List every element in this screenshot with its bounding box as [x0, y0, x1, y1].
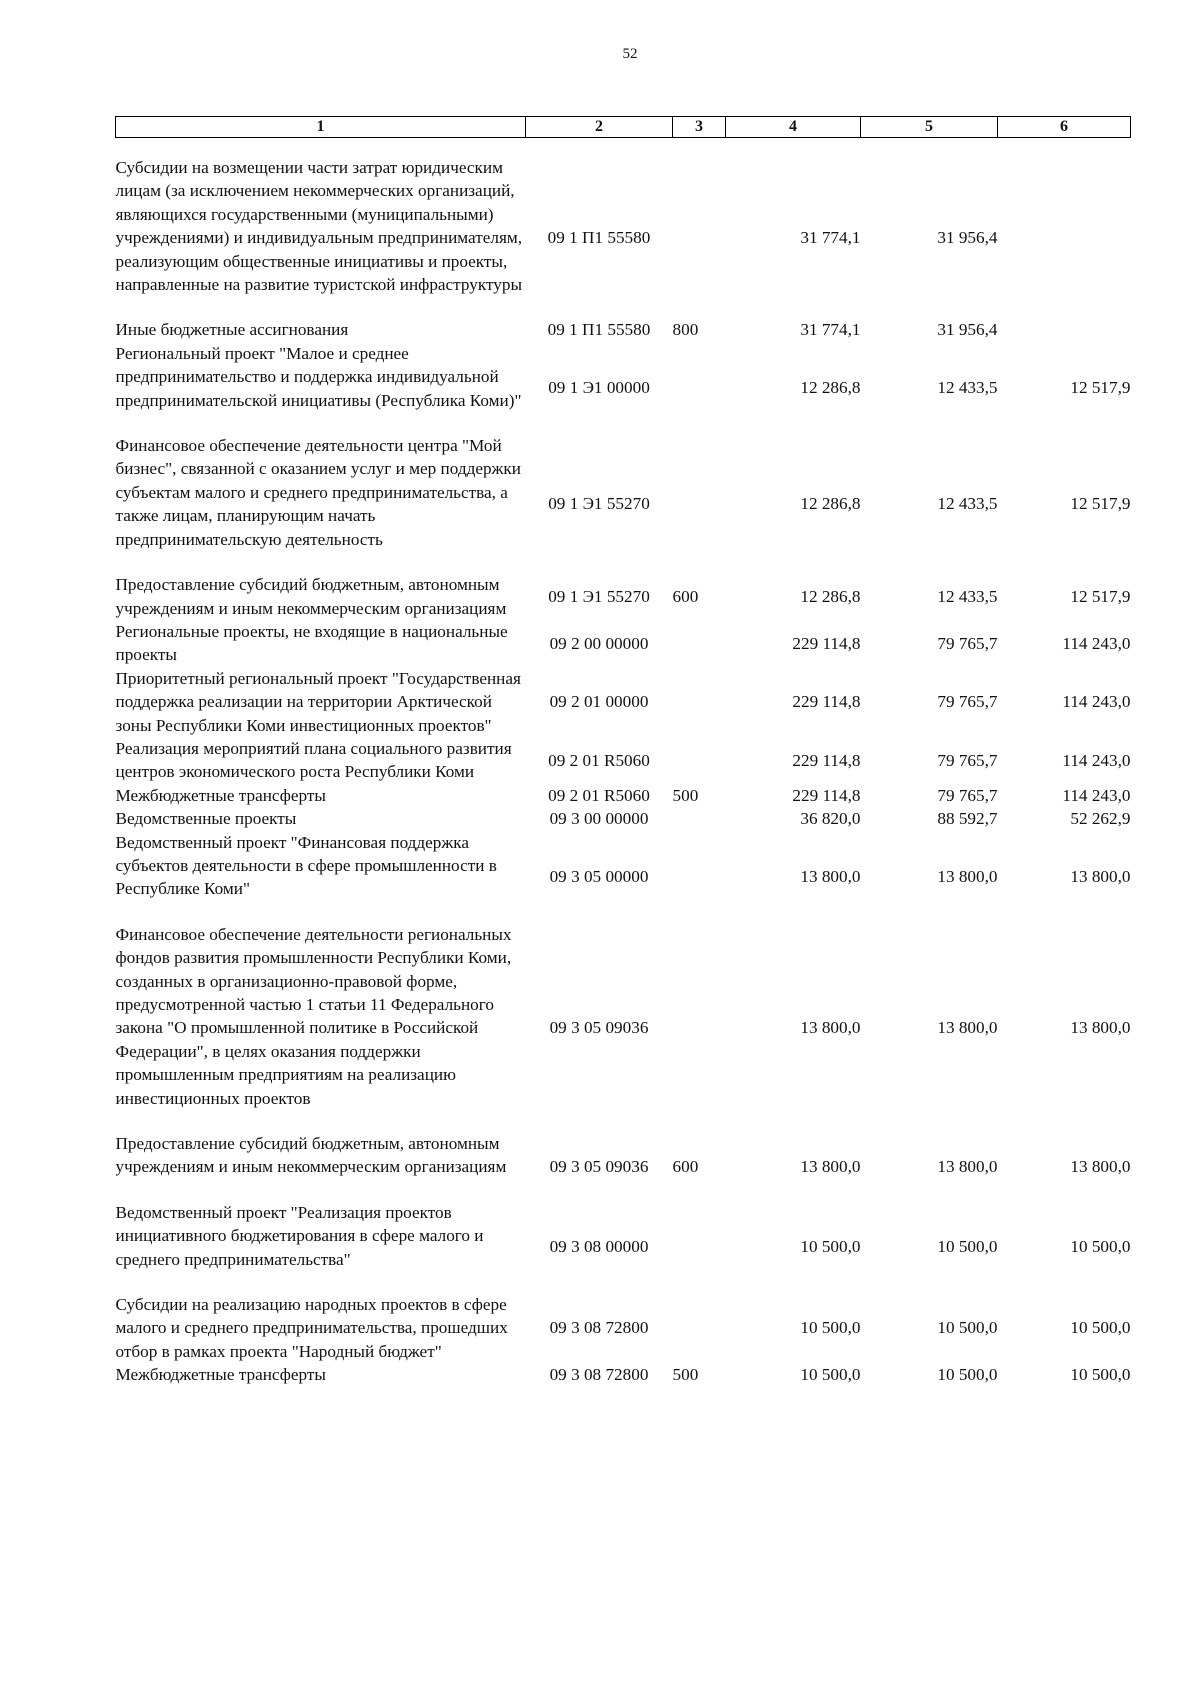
row-value-col5: 10 500,0: [937, 1237, 998, 1257]
row-expense-type: [673, 342, 726, 434]
table-row: [116, 667, 1131, 737]
row-expense-type: [673, 138, 726, 319]
row-value-col5: 31 956,4: [937, 227, 998, 247]
table-header: [116, 117, 1131, 138]
row-value-col5: 79 765,7: [937, 785, 998, 805]
row-name: Региональные проекты, не входящие в национальные проекты: [115, 621, 508, 665]
row-name: Предоставление субсидий бюджетным, автономным учреждениям и иным некоммерческим организациям: [115, 1134, 507, 1177]
row-name: Межбюджетные трансферты: [115, 1365, 326, 1385]
budget-table: [115, 116, 1131, 1387]
table-row: [116, 923, 1131, 1132]
row-value-col4: 229 114,8: [792, 785, 861, 805]
row-name: Предоставление субсидий бюджетным, автономным учреждениям и иным некоммерческим организациям: [115, 575, 507, 618]
row-expense-type: 500: [672, 785, 699, 805]
row-value-col5: 13 800,0: [937, 1156, 998, 1176]
row-code: 09 1 Э1 00000: [548, 378, 650, 398]
row-value-col6: 114 243,0: [1062, 633, 1131, 653]
table-row: [116, 434, 1131, 573]
row-value-col5: 13 800,0: [937, 866, 998, 886]
row-value-col6: 114 243,0: [1062, 692, 1131, 712]
row-code: 09 2 01 00000: [549, 692, 649, 712]
row-value-col5: 79 765,7: [937, 633, 998, 653]
row-value-col4: 12 286,8: [800, 378, 861, 398]
row-value-col6: 10 500,0: [1070, 1237, 1131, 1257]
row-value-col5: 12 433,5: [937, 586, 998, 606]
table-row: [116, 1363, 1131, 1386]
row-value-col5: 31 956,4: [937, 320, 998, 340]
table-row: [116, 1132, 1131, 1201]
row-expense-type: 500: [672, 1365, 699, 1385]
row-value-col6: 12 517,9: [1070, 378, 1131, 398]
row-value-col5: 10 500,0: [937, 1365, 998, 1385]
table-row: [116, 737, 1131, 784]
row-value-col5: 13 800,0: [937, 1017, 998, 1037]
row-code: 09 3 08 72800: [549, 1365, 649, 1385]
row-code: 09 3 05 09036: [549, 1156, 649, 1176]
row-name: Субсидии на возмещении части затрат юридическим лицам (за исключением некоммерческих организаций, являющихся государственными (муниципальными) учреждениями) и индивидуальным предпринимателям, реализующим общественные инициативы и проекты, направленные на развитие туристской инфраструктуры: [115, 158, 523, 295]
row-value-col4: 13 800,0: [800, 1156, 861, 1176]
row-name: Приоритетный региональный проект "Государственная поддержка реализации на территории Арктической зоны Республики Коми инвестиционных проектов": [115, 668, 521, 735]
row-value-col5: 79 765,7: [937, 692, 998, 712]
table-row: [116, 318, 1131, 341]
row-name: Межбюджетные трансферты: [115, 785, 326, 805]
row-code: 09 3 05 09036: [549, 1017, 649, 1037]
row-expense-type: [673, 667, 726, 737]
row-expense-type: 600: [672, 1156, 699, 1176]
row-value-col4: 229 114,8: [792, 692, 861, 712]
column-header-3: 3: [673, 117, 726, 138]
row-code: 09 1 Э1 55270: [548, 493, 650, 513]
row-code: 09 3 05 00000: [549, 866, 649, 886]
table-row: [116, 573, 1131, 620]
row-value-col5: 88 592,7: [937, 809, 998, 829]
row-expense-type: [673, 434, 726, 573]
row-code: 09 3 00 00000: [549, 809, 649, 829]
row-name: Региональный проект "Малое и среднее предпринимательство и поддержка индивидуальной предпринимательской инициативы (Республика Коми)": [115, 343, 522, 410]
table-row: [116, 1293, 1131, 1363]
row-value-col5: 12 433,5: [937, 378, 998, 398]
row-expense-type: [673, 807, 726, 830]
row-value-col6: 12 517,9: [1070, 493, 1131, 513]
column-header-4: 4: [726, 117, 861, 138]
row-value-col6: 12 517,9: [1070, 586, 1131, 606]
table-row: [116, 342, 1131, 434]
row-value-col4: 229 114,8: [792, 750, 861, 770]
row-value-col4: 10 500,0: [800, 1365, 861, 1385]
row-code: 09 3 08 72800: [549, 1318, 649, 1338]
row-expense-type: 800: [672, 320, 699, 340]
table-row: [116, 831, 1131, 923]
row-name: Реализация мероприятий плана социального развития центров экономического роста Республики Коми: [115, 738, 512, 782]
page-number: 52: [622, 46, 638, 62]
row-name: Ведомственный проект "Реализация проектов инициативного бюджетирования в сфере малого и среднего предпринимательства": [115, 1202, 484, 1269]
row-expense-type: [673, 620, 726, 667]
row-name: Субсидии на реализацию народных проектов в сфере малого и среднего предпринимательства, прошедших отбор в рамках проекта "Народный бюджет": [115, 1295, 508, 1361]
row-name: Ведомственный проект "Финансовая поддержка субъектов деятельности в сфере промышленности в Республике Коми": [115, 832, 497, 899]
column-header-5: 5: [861, 117, 998, 138]
row-code: 09 2 00 00000: [549, 633, 649, 653]
row-value-col6: 13 800,0: [1070, 1156, 1131, 1176]
row-value-col4: 12 286,8: [800, 493, 861, 513]
row-name: Ведомственные проекты: [115, 809, 297, 829]
column-number-row: [116, 117, 1131, 138]
table-row: [116, 138, 1131, 319]
row-code: 09 1 П1 55580: [547, 227, 651, 247]
row-value-col5: 79 765,7: [937, 750, 998, 770]
table-row: [116, 784, 1131, 807]
row-value-col6: 10 500,0: [1070, 1365, 1131, 1385]
column-header-2: 2: [526, 117, 673, 138]
row-value-col4: 10 500,0: [800, 1318, 861, 1338]
row-expense-type: [673, 1201, 726, 1293]
row-value-col6: 114 243,0: [1062, 785, 1131, 805]
row-value-col4: 10 500,0: [800, 1237, 861, 1257]
row-code: 09 2 01 R5060: [548, 750, 650, 770]
row-value-col4: 12 286,8: [800, 586, 861, 606]
row-name: Финансовое обеспечение деятельности центра "Мой бизнес", связанной с оказанием услуг и мер поддержки субъектам малого и среднего предпринимательства, а также лицам, планирующим начать предпринимательскую деятельность: [115, 436, 521, 549]
row-code: 09 1 Э1 55270: [548, 586, 650, 606]
row-value-col6: 13 800,0: [1070, 1017, 1131, 1037]
row-value-col6: 10 500,0: [1070, 1318, 1131, 1338]
row-value-col4: 13 800,0: [800, 866, 861, 886]
row-value-col6: 13 800,0: [1070, 866, 1131, 886]
row-value-col4: 36 820,0: [800, 809, 861, 829]
row-value-col4: 229 114,8: [792, 633, 861, 653]
row-name: Финансовое обеспечение деятельности региональных фондов развития промышленности Республики Коми, созданных в организационно-правовой форме, предусмотренной частью 1 статьи 11 Федерального закона "О промышленной политике в Российской Федерации", в целях оказания поддержки промышленным предприятиям на реализацию инвестиционных проектов: [115, 924, 512, 1108]
row-code: 09 2 01 R5060: [548, 785, 650, 805]
row-value-col4: 13 800,0: [800, 1017, 861, 1037]
row-code: 09 3 08 00000: [549, 1237, 649, 1257]
row-expense-type: [673, 831, 726, 923]
row-value-col4: 31 774,1: [800, 227, 861, 247]
row-value-col5: 12 433,5: [937, 493, 998, 513]
row-expense-type: [673, 1293, 726, 1363]
row-value-col6: 52 262,9: [1070, 809, 1131, 829]
table-row: [116, 620, 1131, 667]
row-value-col6: [998, 318, 1131, 341]
row-expense-type: [673, 923, 726, 1132]
row-name: Иные бюджетные ассигнования: [115, 320, 349, 340]
row-code: 09 1 П1 55580: [547, 320, 651, 340]
table-row: [116, 807, 1131, 830]
row-value-col4: 31 774,1: [800, 320, 861, 340]
table-row: [116, 1201, 1131, 1293]
table-body: [116, 138, 1131, 1387]
row-expense-type: [673, 737, 726, 784]
row-value-col5: 10 500,0: [937, 1318, 998, 1338]
column-header-1: 1: [116, 117, 526, 138]
row-value-col6: 114 243,0: [1062, 750, 1131, 770]
row-value-col6: [998, 138, 1131, 319]
column-header-6: 6: [998, 117, 1131, 138]
row-expense-type: 600: [672, 586, 699, 606]
